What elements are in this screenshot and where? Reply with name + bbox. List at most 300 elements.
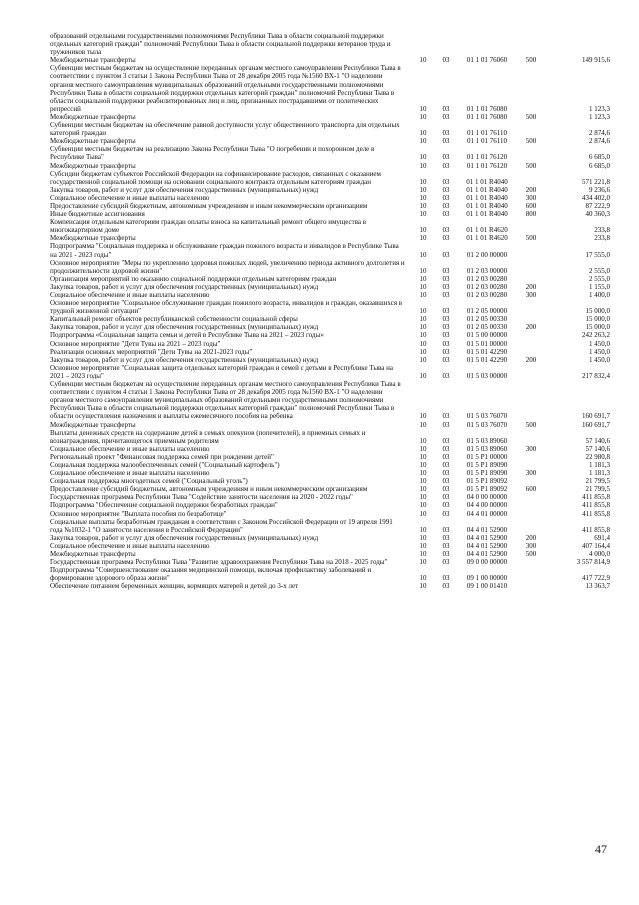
row-expense-type: 200 [525, 533, 537, 542]
row-amount: 407 164,4 [582, 541, 610, 550]
row-target-article: 04 4 01 52900 [466, 541, 508, 550]
row-target-article: 04 0 00 00000 [466, 493, 508, 502]
table-row [50, 218, 610, 234]
table-row [50, 501, 610, 509]
row-section: 10 [419, 525, 427, 534]
row-name: Капитальный ремонт объектов республиканской собственности социальной сферы [50, 315, 298, 324]
row-section: 10 [419, 355, 427, 364]
row-target-article: 01 1 01 76060 [466, 56, 508, 65]
row-name: Основное мероприятие "Выплата пособия по безработице" [50, 509, 227, 518]
row-amount: 21 799,5 [585, 485, 610, 494]
row-amount: 411 855,8 [582, 525, 610, 534]
row-section: 10 [419, 185, 427, 194]
row-amount: 40 360,3 [585, 210, 610, 219]
row-expense-type: 600 [525, 485, 537, 494]
table-row [50, 445, 610, 453]
row-name: Предоставление субсидий бюджетным, автономным учреждениям и иным некоммерческим организациям [50, 485, 368, 494]
row-target-article: 01 5 P1 89090 [466, 469, 508, 478]
row-name: Подпрограмма "Совершенствование оказания медицинской помощи, включая профилактику заболеваний и формирование здорового образа жизни" [50, 566, 372, 583]
row-name: Закупка товаров, работ и услуг для обеспечения государственных (муниципальных) нужд [50, 282, 319, 291]
row-expense-type: 500 [525, 56, 537, 65]
row-amount: 2 874,6 [589, 137, 610, 146]
row-amount: 242 263,2 [582, 331, 610, 340]
row-amount: 149 915,6 [582, 56, 610, 65]
row-section: 10 [419, 452, 427, 461]
row-subsection: 03 [442, 266, 450, 275]
row-name: Социальная поддержка многодетных семей ("Социальный уголь") [50, 477, 248, 486]
row-subsection: 03 [442, 104, 450, 113]
table-row [50, 453, 610, 461]
row-name: Межбюджетные трансферты [50, 112, 136, 121]
row-target-article: 01 5 P1 00000 [466, 452, 508, 461]
row-name: Закупка товаров, работ и услуг для обеспечения государственных (муниципальных) нужд [50, 323, 319, 332]
row-subsection: 03 [442, 574, 450, 583]
table-row [50, 113, 610, 121]
row-amount: 22 980,8 [585, 452, 610, 461]
row-name: Выплаты денежных средств на содержание детей в семьях опекунов (попечителей), в приемных семьях и вознаграждения, причитающегося приемным родителям [50, 428, 366, 445]
row-name: образований отдельными государственными полномочиями Республики Тыва в области социальной поддержки отдельных категорий граждан" полномочий Республики Тыва в области социальной поддержки ветеранов труда и тружеников тыла [50, 32, 391, 57]
row-target-article: 01 1 01 76120 [466, 153, 508, 162]
row-target-article: 04 4 01 52900 [466, 525, 508, 534]
row-subsection: 03 [442, 493, 450, 502]
row-target-article: 01 5 P1 89092 [466, 485, 508, 494]
row-subsection: 03 [442, 420, 450, 429]
table-row [50, 566, 610, 582]
row-name: Межбюджетные трансферты [50, 161, 136, 170]
row-amount: 160 691,7 [582, 420, 610, 429]
table-row [50, 242, 610, 258]
row-name: Субвенции местным бюджетам на обеспечение равной доступности услуг общественного транспорта для отдельных категорий граждан [50, 121, 400, 138]
row-expense-type: 300 [525, 444, 537, 453]
row-target-article: 01 5 01 42290 [466, 355, 508, 364]
row-subsection: 03 [442, 323, 450, 332]
table-row [50, 194, 610, 202]
row-name: Реализация основных мероприятий "Дети Тувы на 2021-2023 годы" [50, 347, 253, 356]
row-section: 10 [419, 444, 427, 453]
table-row [50, 380, 610, 420]
row-target-article: 01 1 01 R4040 [466, 185, 508, 194]
row-target-article: 01 2 03 00280 [466, 274, 508, 283]
row-subsection: 03 [442, 412, 450, 421]
row-target-article: 01 5 00 00000 [466, 331, 508, 340]
row-target-article: 01 1 01 R4620 [466, 234, 508, 243]
row-subsection: 03 [442, 226, 450, 235]
row-subsection: 03 [442, 331, 450, 340]
row-subsection: 03 [442, 541, 450, 550]
row-target-article: 01 2 03 00280 [466, 291, 508, 299]
row-subsection: 03 [442, 371, 450, 380]
row-amount: 411 855,8 [582, 493, 610, 502]
row-section: 10 [419, 177, 427, 186]
row-subsection: 03 [442, 550, 450, 558]
row-subsection: 03 [442, 274, 450, 283]
row-target-article: 01 5 03 00000 [466, 371, 508, 380]
row-name: Основное мероприятие "Меры по укреплению здоровья пожилых людей, увеличению периода активного долголетия и продолжительности здоровой жизни" [50, 258, 405, 275]
row-name: Подпрограмма «Социальная защита семьи и детей в Республике Тыва на 2021 – 2023 годы» [50, 331, 324, 340]
row-subsection: 03 [442, 509, 450, 518]
row-target-article: 01 5 P1 89092 [466, 477, 508, 486]
row-name: Социальное обеспечение и иные выплаты населению [50, 541, 210, 550]
row-target-article: 09 1 00 01410 [466, 582, 508, 591]
table-row [50, 64, 610, 113]
row-section: 10 [419, 412, 427, 421]
table-row [50, 493, 610, 501]
row-amount: 15 000,0 [585, 323, 610, 332]
row-section: 10 [419, 420, 427, 429]
row-target-article: 01 1 01 76120 [466, 161, 508, 170]
row-amount: 2 874,6 [589, 129, 610, 138]
table-row [50, 542, 610, 550]
row-target-article: 01 2 00 00000 [466, 250, 508, 259]
row-name: Государственная программа Республики Тыва "Содействие занятости населения на 2020 - 2022 годы" [50, 493, 353, 502]
table-row [50, 56, 610, 64]
row-section: 10 [419, 541, 427, 550]
row-name: Подпрограмма "Обеспечение социальной поддержки безработных граждан" [50, 501, 278, 510]
row-amount: 9 236,6 [589, 185, 610, 194]
row-amount: 87 222,9 [585, 201, 610, 210]
row-section: 10 [419, 56, 427, 65]
row-name: Региональный проект "Финансовая поддержка семей при рождении детей" [50, 452, 274, 461]
row-name: Предоставление субсидий бюджетным, автономным учреждениям и иным некоммерческим организациям [50, 201, 368, 210]
row-target-article: 01 2 05 00000 [466, 307, 508, 316]
row-amount: 417 722,9 [582, 574, 610, 583]
budget-table [50, 32, 610, 590]
row-name: Закупка товаров, работ и услуг для обеспечения государственных (муниципальных) нужд [50, 533, 319, 542]
table-row [50, 485, 610, 493]
row-section: 10 [419, 477, 427, 486]
row-expense-type: 500 [525, 161, 537, 170]
table-row [50, 259, 610, 275]
row-expense-type: 600 [525, 201, 537, 210]
row-subsection: 03 [442, 436, 450, 445]
table-row [50, 421, 610, 429]
row-target-article: 01 1 01 76080 [466, 112, 508, 121]
row-target-article: 04 4 00 00000 [466, 501, 508, 510]
row-name: Организация мероприятий по оказанию социальной поддержки отдельным категориям граждан [50, 274, 337, 283]
row-name: Субвенции местным бюджетам на осуществление переданных органам местного самоуправления Республики Тыва в соответствии с пунктом 3 статьи 1 Закона Республики Тыва от 28 декабря 2005 года №1560 ВХ-1 "О наделении органов местного самоуправления муниципальных образований отдельными государственными полномочиями Республики Тыва в области социальной поддержки отдельных категорий граждан" полномочий Республики Тыва в области социальной поддержки реабилитированных лиц и лиц, признанных пострадавшими от политических репрессий [50, 64, 401, 113]
row-section: 10 [419, 226, 427, 235]
row-section: 10 [419, 501, 427, 510]
row-amount: 2 555,0 [589, 266, 610, 275]
row-amount: 17 555,0 [585, 250, 610, 259]
row-subsection: 03 [442, 460, 450, 469]
row-name: Межбюджетные трансферты [50, 56, 136, 65]
row-section: 10 [419, 509, 427, 518]
row-name: Основное мероприятие "Дети Тувы на 2021 – 2023 годы" [50, 339, 221, 348]
row-amount: 691,4 [594, 533, 610, 542]
row-amount: 217 832,4 [582, 371, 610, 380]
table-row [50, 534, 610, 542]
row-section: 10 [419, 161, 427, 170]
row-amount: 6 685,0 [589, 161, 610, 170]
row-target-article: 01 1 01 76080 [466, 104, 508, 113]
row-section: 10 [419, 104, 427, 113]
row-name: Межбюджетные трансферты [50, 137, 136, 146]
row-subsection: 03 [442, 161, 450, 170]
row-subsection: 03 [442, 282, 450, 291]
row-amount: 1 123,3 [589, 104, 610, 113]
table-row [50, 234, 610, 242]
row-amount: 411 855,8 [582, 501, 610, 510]
row-amount: 3 557 814,9 [576, 558, 610, 567]
row-name: Основное мероприятие "Социальная защита отдельных категорий граждан и семей с детьми в Республике Тыва на 2021 – 2023 годы" [50, 363, 393, 380]
row-expense-type: 500 [525, 550, 537, 558]
row-subsection: 03 [442, 315, 450, 324]
row-section: 10 [419, 323, 427, 332]
row-name: Межбюджетные трансферты [50, 234, 136, 243]
row-subsection: 03 [442, 525, 450, 534]
row-section: 10 [419, 250, 427, 259]
table-row [50, 331, 610, 339]
row-section: 10 [419, 153, 427, 162]
row-target-article: 01 1 01 R4040 [466, 210, 508, 219]
row-section: 10 [419, 315, 427, 324]
row-target-article: 01 5 03 76070 [466, 420, 508, 429]
row-amount: 1 450,0 [589, 339, 610, 348]
table-row [50, 186, 610, 194]
row-amount: 57 140,6 [585, 444, 610, 453]
row-section: 10 [419, 371, 427, 380]
row-name: Закупка товаров, работ и услуг для обеспечения государственных (муниципальных) нужд [50, 355, 319, 364]
row-expense-type: 500 [525, 234, 537, 243]
row-expense-type: 500 [525, 420, 537, 429]
row-subsection: 03 [442, 177, 450, 186]
table-row [50, 315, 610, 323]
row-target-article: 04 4 01 00000 [466, 509, 508, 518]
row-amount: 411 855,8 [582, 509, 610, 518]
row-target-article: 01 5 03 89060 [466, 436, 508, 445]
table-row [50, 356, 610, 364]
table-row [50, 32, 610, 56]
row-target-article: 01 1 01 R4040 [466, 177, 508, 186]
row-subsection: 03 [442, 444, 450, 453]
row-target-article: 01 2 03 00280 [466, 282, 508, 291]
row-expense-type: 500 [525, 112, 537, 121]
row-target-article: 01 1 01 76110 [467, 129, 507, 138]
row-section: 10 [419, 582, 427, 591]
row-amount: 1 181,3 [589, 460, 610, 469]
row-section: 10 [419, 550, 427, 558]
row-target-article: 01 5 03 76070 [466, 412, 508, 421]
row-target-article: 01 1 01 R4040 [466, 193, 508, 202]
row-expense-type: 500 [525, 137, 537, 146]
row-amount: 1 450,0 [589, 355, 610, 364]
row-name: Социальное обеспечение и иные выплаты населению [50, 291, 210, 299]
row-section: 10 [419, 493, 427, 502]
row-expense-type: 200 [525, 323, 537, 332]
row-target-article: 09 1 00 00000 [466, 574, 508, 583]
row-name: Социальное обеспечение и иные выплаты населению [50, 444, 210, 453]
table-row [50, 429, 610, 445]
row-amount: 1 450,0 [589, 347, 610, 356]
row-name: Иные бюджетные ассигнования [50, 210, 145, 219]
row-target-article: 01 1 01 R4620 [466, 226, 508, 235]
row-amount: 4 000,0 [589, 550, 610, 558]
row-section: 10 [419, 201, 427, 210]
row-subsection: 03 [442, 234, 450, 243]
table-row [50, 364, 610, 380]
table-row [50, 145, 610, 161]
row-subsection: 03 [442, 153, 450, 162]
row-target-article: 01 5 01 00000 [466, 339, 508, 348]
row-subsection: 03 [442, 533, 450, 542]
row-section: 10 [419, 112, 427, 121]
row-section: 10 [419, 558, 427, 567]
row-name: Субсидии бюджетам субъектов Российской Федерации на софинансирование расходов, связанных с оказанием государственной социальной помощи на основании социального контракта отдельным категориям граждан [50, 169, 381, 186]
table-row [50, 469, 610, 477]
row-amount: 1 155,0 [589, 282, 610, 291]
row-subsection: 03 [442, 339, 450, 348]
row-expense-type: 300 [525, 541, 537, 550]
row-amount: 6 685,0 [589, 153, 610, 162]
row-subsection: 03 [442, 56, 450, 65]
row-section: 10 [419, 234, 427, 243]
row-amount: 233,8 [594, 226, 610, 235]
row-name: Межбюджетные трансферты [50, 550, 136, 558]
table-row [50, 121, 610, 137]
row-section: 10 [419, 291, 427, 299]
row-name: Межбюджетные трансферты [50, 420, 136, 429]
row-subsection: 03 [442, 501, 450, 510]
row-subsection: 03 [442, 347, 450, 356]
row-subsection: 03 [442, 477, 450, 486]
table-row [50, 582, 610, 590]
row-expense-type: 200 [525, 185, 537, 194]
row-section: 10 [419, 282, 427, 291]
row-section: 10 [419, 137, 427, 146]
row-section: 10 [419, 331, 427, 340]
row-subsection: 03 [442, 185, 450, 194]
row-target-article: 01 5 03 89060 [466, 444, 508, 453]
table-row [50, 283, 610, 291]
row-amount: 2 555,0 [589, 274, 610, 283]
row-subsection: 03 [442, 452, 450, 461]
table-row [50, 275, 610, 283]
row-subsection: 03 [442, 137, 450, 146]
row-amount: 160 691,7 [582, 412, 610, 421]
table-row [50, 477, 610, 485]
row-subsection: 03 [442, 129, 450, 138]
row-amount: 15 000,0 [585, 307, 610, 316]
row-subsection: 03 [442, 112, 450, 121]
row-name: Компенсация отдельным категориям граждан оплаты взноса на капитальный ремонт общего имущества в многоквартирном доме [50, 218, 367, 235]
table-row [50, 510, 610, 518]
row-subsection: 03 [442, 485, 450, 494]
table-row [50, 299, 610, 315]
table-row [50, 558, 610, 566]
table-row [50, 461, 610, 469]
row-expense-type: 800 [525, 210, 537, 219]
row-section: 10 [419, 274, 427, 283]
row-subsection: 03 [442, 355, 450, 364]
row-section: 10 [419, 533, 427, 542]
row-section: 10 [419, 469, 427, 478]
row-expense-type: 300 [525, 291, 537, 299]
table-row [50, 291, 610, 299]
row-name: Субвенции местным бюджетам на реализацию Закона Республики Тыва "О погребении и похоронном деле в Республике Тыва" [50, 145, 375, 162]
row-expense-type: 200 [525, 355, 537, 364]
row-name: Субвенции местным бюджетам на осуществление переданных органам местного самоуправления Республики Тыва в соответствии с пунктом 4 статьи 1 Закона Республики Тыва от 28 декабря 2005 года №1560 ВХ-1 "О наделении органов местного самоуправления муниципальных образований отдельными государственными полномочиями Республики Тыва в области социальной поддержки отдельных категорий граждан" полномочий Республики Тыва в области осуществления назначения и выплаты ежемесячного пособия на ребенка [50, 380, 401, 421]
row-section: 10 [419, 193, 427, 202]
row-section: 10 [419, 574, 427, 583]
row-expense-type: 300 [525, 193, 537, 202]
row-target-article: 01 1 01 R4040 [466, 201, 508, 210]
row-amount: 21 799,5 [585, 477, 610, 486]
row-subsection: 03 [442, 201, 450, 210]
row-subsection: 03 [442, 193, 450, 202]
row-subsection: 03 [442, 582, 450, 591]
row-expense-type: 300 [525, 469, 537, 478]
table-row [50, 550, 610, 558]
row-section: 10 [419, 266, 427, 275]
row-name: Социальные выплаты безработным гражданам в соответствии с Законом Российской Федерации от 19 апреля 1991 года №1032-1 "О занятости населения в Российской Федерации" [50, 517, 393, 534]
row-section: 10 [419, 307, 427, 316]
table-row [50, 210, 610, 218]
table-row [50, 137, 610, 145]
row-section: 10 [419, 339, 427, 348]
row-target-article: 04 4 01 52900 [466, 550, 508, 558]
row-subsection: 03 [442, 307, 450, 316]
row-expense-type: 200 [525, 282, 537, 291]
row-target-article: 04 4 01 52900 [466, 533, 508, 542]
table-row [50, 348, 610, 356]
row-section: 10 [419, 210, 427, 219]
row-amount: 15 000,0 [585, 315, 610, 324]
row-section: 10 [419, 129, 427, 138]
row-amount: 1 123,3 [589, 112, 610, 121]
page-number: 47 [595, 842, 607, 856]
row-name: Подпрограмма "Социальная поддержка и обслуживание граждан пожилого возраста и инвалидов в Республике Тыва на 2021 - 2023 годы" [50, 242, 399, 259]
row-amount: 1 400,0 [589, 291, 610, 299]
row-target-article: 09 0 00 00000 [466, 558, 508, 567]
row-amount: 434 402,0 [582, 193, 610, 202]
row-name: Основное мероприятие "Социальное обслуживание граждан пожилого возраста, инвалидов и граждан, оказавшихся в трудной жизненной ситуации" [50, 299, 403, 316]
row-name: Социальное обеспечение и иные выплаты населению [50, 469, 210, 478]
row-section: 10 [419, 460, 427, 469]
row-target-article: 01 1 01 76110 [467, 137, 507, 146]
row-subsection: 03 [442, 250, 450, 259]
table-row [50, 323, 610, 331]
row-amount: 571 221,8 [582, 177, 610, 186]
row-name: Социальная поддержка малообеспеченных семей ("Социальный картофель") [50, 460, 280, 469]
row-target-article: 01 2 05 00330 [466, 315, 508, 324]
row-subsection: 03 [442, 558, 450, 567]
row-amount: 1 181,3 [589, 469, 610, 478]
row-section: 10 [419, 436, 427, 445]
row-subsection: 03 [442, 291, 450, 299]
row-name: Социальное обеспечение и иные выплаты населению [50, 193, 210, 202]
table-row [50, 340, 610, 348]
table-row [50, 162, 610, 170]
row-target-article: 01 5 01 42290 [466, 347, 508, 356]
row-name: Закупка товаров, работ и услуг для обеспечения государственных (муниципальных) нужд [50, 185, 319, 194]
table-row [50, 202, 610, 210]
row-target-article: 01 5 P1 89090 [466, 460, 508, 469]
row-target-article: 01 2 03 00000 [466, 266, 508, 275]
table-row [50, 170, 610, 186]
row-target-article: 01 2 05 00330 [466, 323, 508, 332]
row-amount: 233,8 [594, 234, 610, 243]
row-subsection: 03 [442, 210, 450, 219]
row-subsection: 03 [442, 469, 450, 478]
row-section: 10 [419, 347, 427, 356]
row-amount: 13 363,7 [585, 582, 610, 591]
row-name: Государственная программа Республики Тыва "Развитие здравоохранения Республики Тыва на 2018 - 2025 годы" [50, 558, 388, 567]
row-name: Обеспечение питанием беременных женщин, кормящих матерей и детей до 3-х лет [50, 582, 299, 591]
row-amount: 57 140,6 [585, 436, 610, 445]
row-section: 10 [419, 485, 427, 494]
table-row [50, 518, 610, 534]
